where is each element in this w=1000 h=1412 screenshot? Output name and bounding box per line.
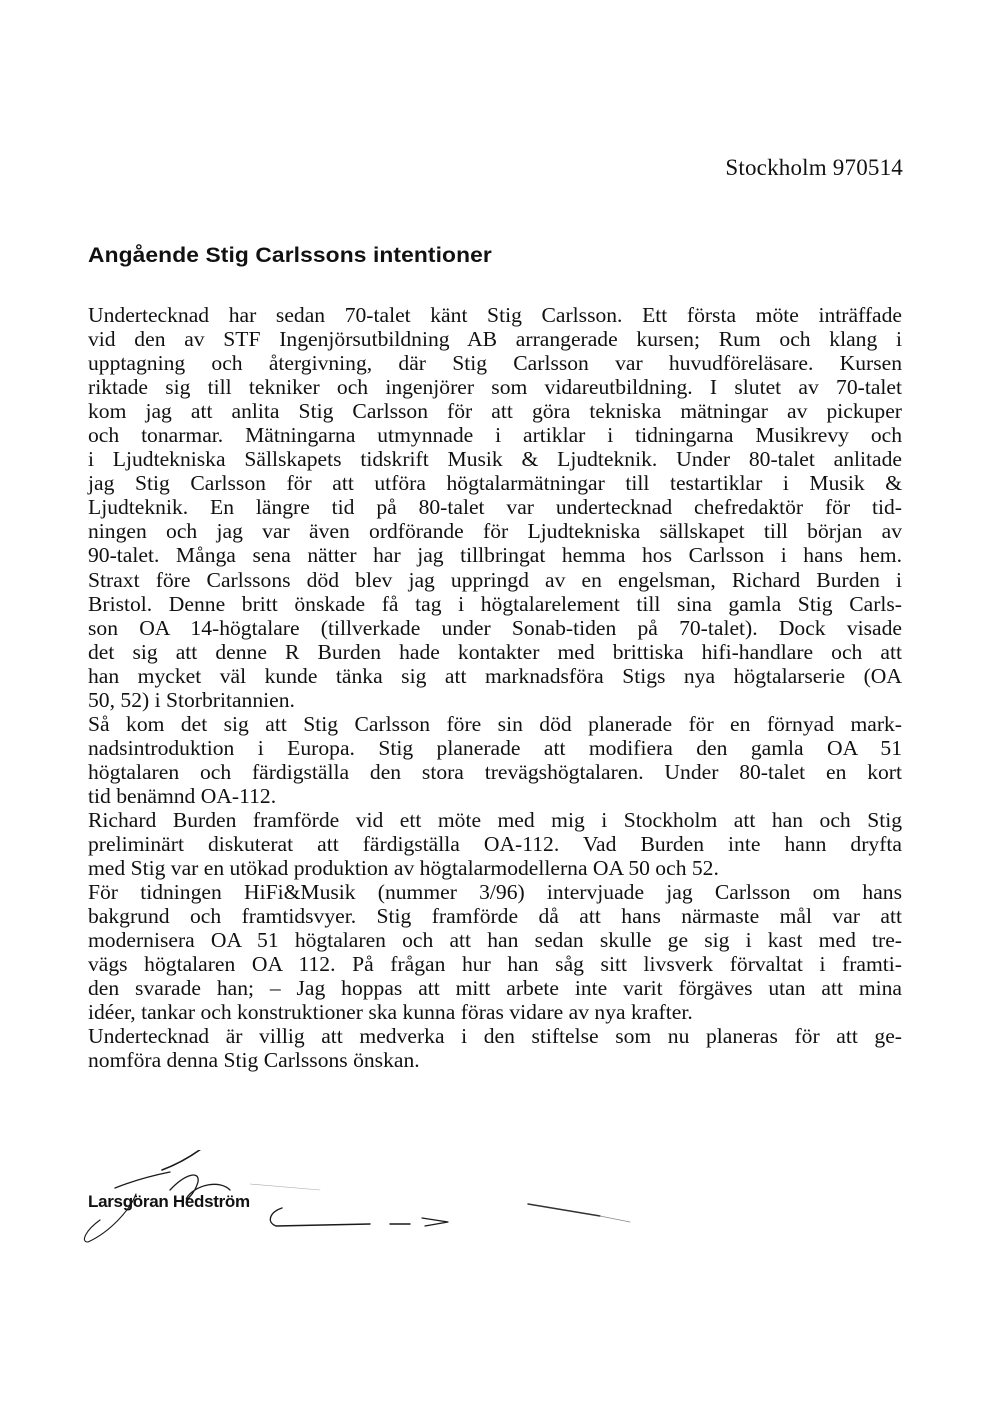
body-line: son OA 14-högtalare (tillverkade under Sonab-tiden på 70-talet). Dock visade (88, 615, 902, 640)
body-line: preliminärt diskuterat att färdigställa OA-112. Vad Burden inte hann dryfta (88, 832, 902, 857)
body-line: kom jag att anlita Stig Carlsson för att göra tekniska mätningar av pickuper (88, 399, 902, 424)
body-line: Bristol. Denne britt önskade få tag i högtalarelement till sina gamla Stig Carls- (88, 591, 902, 616)
letter-heading: Angående Stig Carlssons intentioner (88, 243, 492, 267)
body-line: riktade sig till tekniker och ingenjörer som vidareutbildning. I slutet av 70-talet (88, 375, 902, 400)
body-line: nadsintroduktion i Europa. Stig planerade att modifiera den gamla OA 51 (88, 735, 902, 760)
body-line: högtalaren och färdigställa den stora trevägshögtalaren. Under 80-talet en kort (88, 759, 902, 784)
body-line: 50, 52) i Storbritannien. (88, 687, 295, 712)
body-line: upptagning och återgivning, där Stig Carlsson var huvudföreläsare. Kursen (88, 351, 902, 376)
body-line: han mycket väl kunde tänka sig att marknadsföra Stigs nya högtalarserie (OA (88, 663, 902, 688)
place-and-date: Stockholm 970514 (725, 155, 903, 180)
body-line: Undertecknad är villig att medverka i den stiftelse som nu planeras för att ge- (88, 1024, 902, 1049)
body-line: Ljudteknik. En längre tid på 80-talet var undertecknad chefredaktör för tid- (88, 495, 902, 520)
body-line: Richard Burden framförde vid ett möte med mig i Stockholm att han och Stig (88, 807, 902, 832)
body-line: tid benämnd OA-112. (88, 783, 277, 808)
body-line: vägs högtalaren OA 112. På frågan hur han såg sitt livsverk förvaltat i framti- (88, 952, 902, 977)
body-line: i Ljudtekniska Sällskapets tidskrift Musik & Ljudteknik. Under 80-talet anlitade (88, 447, 902, 472)
body-line: bakgrund och framtidsvyer. Stig framförde då att hans närmaste mål var att (88, 904, 902, 929)
body-line: Så kom det sig att Stig Carlsson före sin död planerade för en förnyad mark- (88, 711, 902, 736)
letter-body (88, 303, 902, 1073)
body-line: det sig att denne R Burden hade kontakter med brittiska hifi-handlare och att (88, 639, 902, 664)
body-line: den svarade han; – Jag hoppas att mitt arbete inte varit förgäves utan att mina (88, 976, 902, 1001)
body-line: idéer, tankar och konstruktioner ska kunna föras vidare av nya krafter. (88, 1000, 693, 1025)
body-line: modernisera OA 51 högtalaren och att han sedan skulle ge sig i kast med tre- (88, 928, 902, 953)
body-line: 90-talet. Många sena nätter har jag tillbringat hemma hos Carlsson i hans hem. (88, 543, 902, 568)
body-line: jag Stig Carlsson för att utföra högtalarmätningar till testartiklar i Musik & (88, 471, 902, 496)
body-line: med Stig var en utökad produktion av högtalarmodellerna OA 50 och 52. (88, 856, 719, 881)
body-line: Undertecknad har sedan 70-talet känt Stig Carlsson. Ett första möte inträffade (88, 303, 902, 327)
body-line: ningen och jag var även ordförande för Ljudtekniska sällskapet till början av (88, 519, 902, 544)
body-line: nomföra denna Stig Carlssons önskan. (88, 1048, 420, 1073)
body-line: Straxt före Carlssons död blev jag uppringd av en engelsman, Richard Burden i (88, 567, 902, 592)
body-line: För tidningen HiFi&Musik (nummer 3/96) intervjuade jag Carlsson om hans (88, 880, 902, 905)
signer-printed-name: Larsgöran Hedström (88, 1192, 250, 1211)
body-line: vid den av STF Ingenjörsutbildning AB arrangerade kursen; Rum och klang i (88, 327, 902, 352)
body-line: och tonarmar. Mätningarna utmynnade i artiklar i tidningarna Musikrevy och (88, 423, 902, 448)
